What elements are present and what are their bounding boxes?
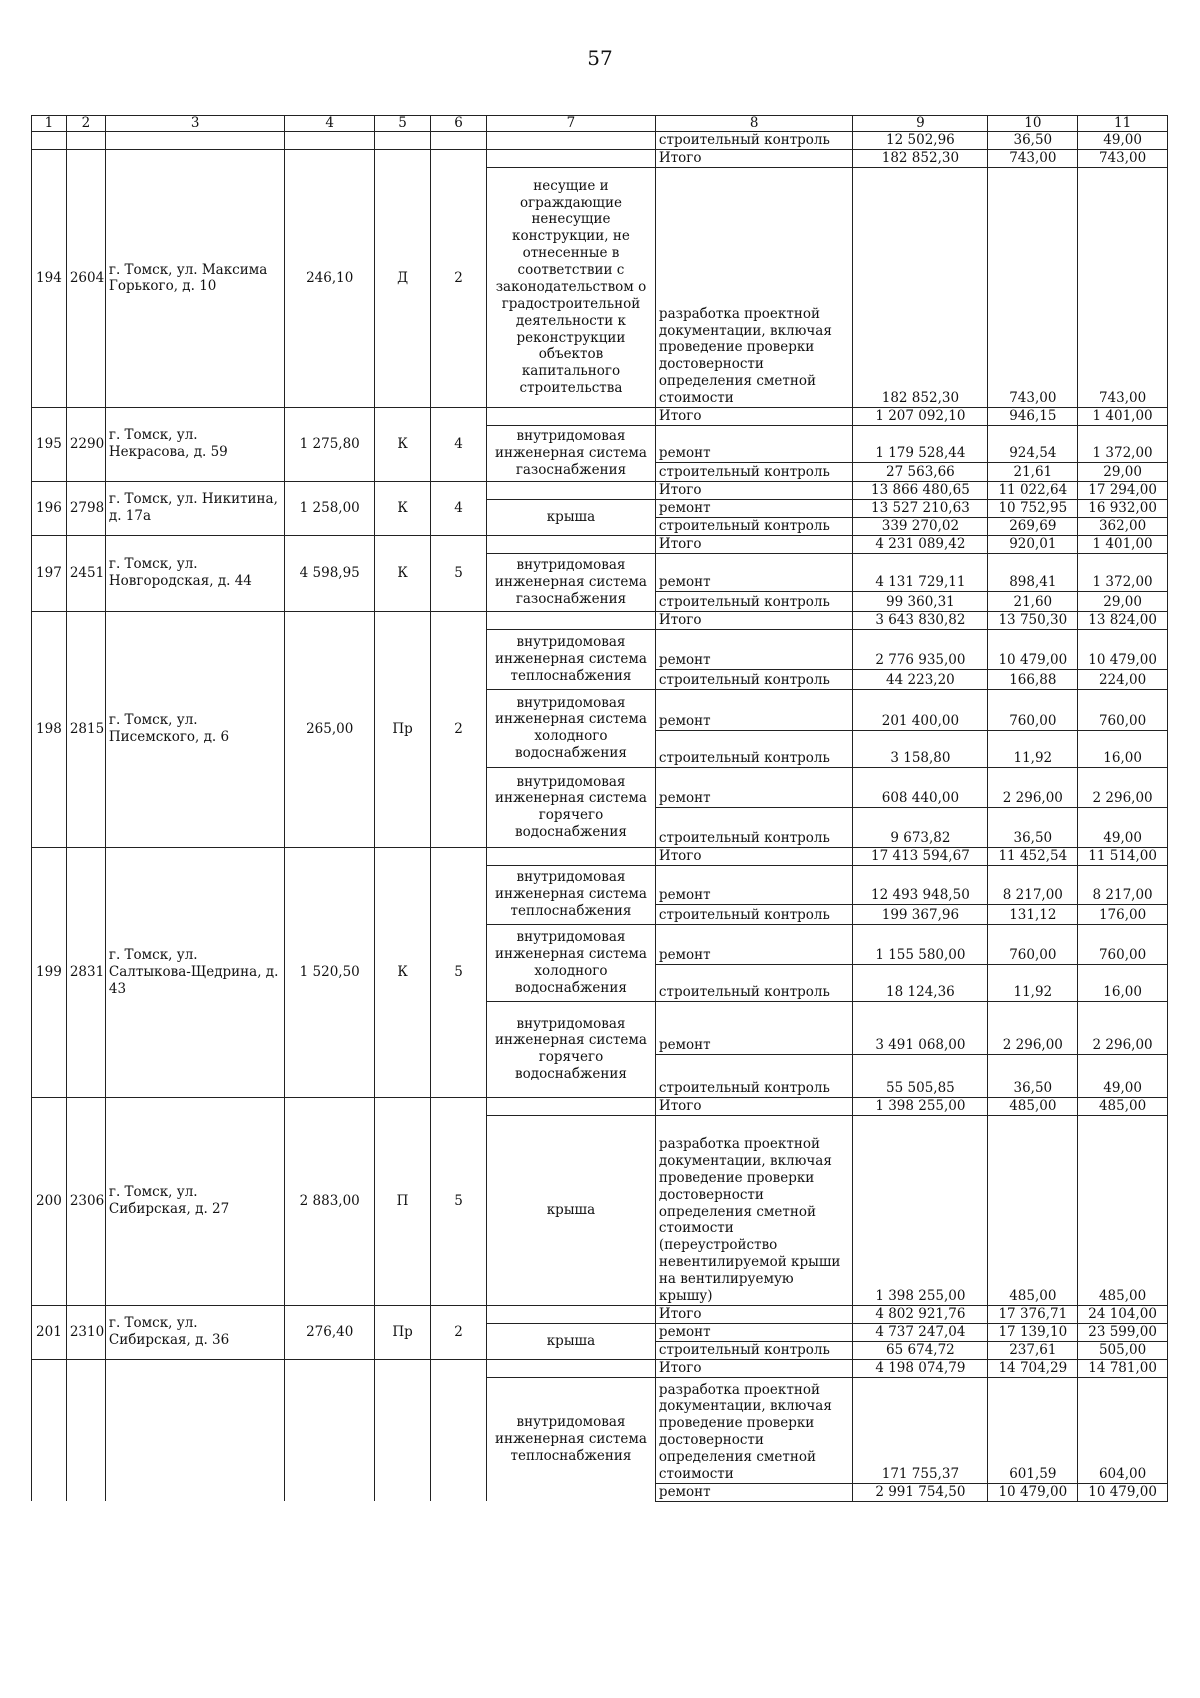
wall-type-cell: К: [375, 847, 431, 1097]
cost-per-area-cell: 8 217,00: [988, 865, 1078, 904]
element-cell: несущие и ограждающие ненесущие конструкции, не отнесенные в соответствии с законодательством о градостроительной деятельности к реконструкции объектов капитального строительства: [487, 167, 656, 407]
work-type-cell: Итого: [655, 611, 852, 629]
cost-per-area-cell: 924,54: [988, 425, 1078, 462]
row-number-cell: 200: [32, 1097, 67, 1305]
wall-type-cell: К: [375, 407, 431, 481]
cost-per-area-cell: 11,92: [988, 730, 1078, 767]
cost-per-area-cell: 601,59: [988, 1377, 1078, 1483]
table-row: [32, 1097, 1168, 1115]
wall-type-cell: Пр: [375, 1305, 431, 1359]
house-id-cell: 2451: [66, 535, 105, 611]
cost-per-area-cell: 485,00: [988, 1097, 1078, 1115]
work-type-cell: ремонт: [655, 553, 852, 591]
work-type-cell: строительный контроль: [655, 807, 852, 847]
table-row: [32, 132, 1168, 150]
cost-cell: 2 776 935,00: [853, 629, 988, 669]
cost-cell: 17 413 594,67: [853, 847, 988, 865]
element-cell: внутридомовая инженерная система теплоснабжения: [487, 865, 656, 924]
cost-cell: 339 270,02: [853, 517, 988, 535]
address-cell: г. Томск, ул. Сибирская, д. 27: [105, 1097, 284, 1305]
cost-per-area-cell: 21,60: [988, 591, 1078, 611]
limit-cost-cell: 1 372,00: [1078, 425, 1168, 462]
cost-per-area-cell: 10 752,95: [988, 499, 1078, 517]
work-type-cell: Итого: [655, 1359, 852, 1377]
cost-per-area-cell: 11 452,54: [988, 847, 1078, 865]
limit-cost-cell: 1 372,00: [1078, 553, 1168, 591]
wall-type-cell: Пр: [375, 611, 431, 847]
area-cell: 276,40: [285, 1305, 375, 1359]
cost-per-area-cell: 17 139,10: [988, 1323, 1078, 1341]
limit-cost-cell: 362,00: [1078, 517, 1168, 535]
work-type-cell: ремонт: [655, 767, 852, 807]
header-cell: 5: [375, 116, 431, 132]
work-type-cell: строительный контроль: [655, 462, 852, 481]
table-row: [32, 535, 1168, 553]
limit-cost-cell: 743,00: [1078, 167, 1168, 407]
house-id-cell: 2604: [66, 150, 105, 408]
table-row: [32, 611, 1168, 629]
limit-cost-cell: 16,00: [1078, 730, 1168, 767]
wall-type-cell: Д: [375, 150, 431, 408]
cost-cell: 201 400,00: [853, 689, 988, 730]
area-cell: 4 598,95: [285, 535, 375, 611]
limit-cost-cell: 176,00: [1078, 904, 1168, 924]
work-type-cell: строительный контроль: [655, 591, 852, 611]
cost-per-area-cell: 36,50: [988, 132, 1078, 150]
work-type-cell: ремонт: [655, 924, 852, 964]
work-type-cell: Итого: [655, 847, 852, 865]
cost-per-area-cell: 36,50: [988, 807, 1078, 847]
cost-per-area-cell: 760,00: [988, 689, 1078, 730]
header-cell: 11: [1078, 116, 1168, 132]
header-cell: 1: [32, 116, 67, 132]
house-id-cell: 2831: [66, 847, 105, 1097]
cost-per-area-cell: 743,00: [988, 167, 1078, 407]
table-row: [32, 407, 1168, 425]
cost-per-area-cell: 485,00: [988, 1115, 1078, 1305]
row-number-cell: 195: [32, 407, 67, 481]
area-cell: 246,10: [285, 150, 375, 408]
work-type-cell: Итого: [655, 535, 852, 553]
row-number-cell: 199: [32, 847, 67, 1097]
limit-cost-cell: 10 479,00: [1078, 1483, 1168, 1501]
cost-cell: 65 674,72: [853, 1341, 988, 1359]
area-cell: 2 883,00: [285, 1097, 375, 1305]
header-cell: 10: [988, 116, 1078, 132]
table-row: [32, 1305, 1168, 1323]
cost-cell: 4 131 729,11: [853, 553, 988, 591]
cost-cell: 4 198 074,79: [853, 1359, 988, 1377]
cost-cell: 27 563,66: [853, 462, 988, 481]
cost-per-area-cell: 760,00: [988, 924, 1078, 964]
limit-cost-cell: 1 401,00: [1078, 407, 1168, 425]
floors-cell: 4: [431, 407, 487, 481]
cost-cell: 99 360,31: [853, 591, 988, 611]
cost-per-area-cell: 14 704,29: [988, 1359, 1078, 1377]
limit-cost-cell: 49,00: [1078, 1054, 1168, 1097]
area-cell: 1 275,80: [285, 407, 375, 481]
floors-cell: 2: [431, 150, 487, 408]
cost-per-area-cell: 2 296,00: [988, 767, 1078, 807]
work-type-cell: Итого: [655, 1305, 852, 1323]
table-row: [32, 847, 1168, 865]
element-cell: внутридомовая инженерная система горячего водоснабжения: [487, 1001, 656, 1097]
cost-per-area-cell: 10 479,00: [988, 1483, 1078, 1501]
limit-cost-cell: 23 599,00: [1078, 1323, 1168, 1341]
capital-repair-table: [31, 115, 1168, 1502]
work-type-cell: строительный контроль: [655, 517, 852, 535]
cost-per-area-cell: 17 376,71: [988, 1305, 1078, 1323]
header-cell: 2: [66, 116, 105, 132]
cost-cell: 1 398 255,00: [853, 1097, 988, 1115]
work-type-cell: ремонт: [655, 689, 852, 730]
area-cell: 1 258,00: [285, 481, 375, 535]
header-cell: 6: [431, 116, 487, 132]
cost-cell: 3 491 068,00: [853, 1001, 988, 1054]
wall-type-cell: П: [375, 1097, 431, 1305]
cost-per-area-cell: 743,00: [988, 150, 1078, 168]
work-type-cell: ремонт: [655, 499, 852, 517]
address-cell: г. Томск, ул. Сибирская, д. 36: [105, 1305, 284, 1359]
row-number-cell: 198: [32, 611, 67, 847]
work-type-cell: ремонт: [655, 629, 852, 669]
cost-cell: 171 755,37: [853, 1377, 988, 1483]
work-type-cell: строительный контроль: [655, 1341, 852, 1359]
cost-cell: 4 231 089,42: [853, 535, 988, 553]
page-number: 57: [587, 46, 613, 70]
limit-cost-cell: 16 932,00: [1078, 499, 1168, 517]
element-cell: внутридомовая инженерная система теплоснабжения: [487, 629, 656, 689]
work-type-cell: строительный контроль: [655, 132, 852, 150]
floors-cell: 4: [431, 481, 487, 535]
work-type-cell: Итого: [655, 481, 852, 499]
cost-cell: 3 643 830,82: [853, 611, 988, 629]
element-cell: внутридомовая инженерная система горячего водоснабжения: [487, 767, 656, 847]
work-type-cell: строительный контроль: [655, 1054, 852, 1097]
address-cell: г. Томск, ул. Новгородская, д. 44: [105, 535, 284, 611]
header-cell: 3: [105, 116, 284, 132]
header-cell: 4: [285, 116, 375, 132]
area-cell: 1 520,50: [285, 847, 375, 1097]
work-type-cell: Итого: [655, 1097, 852, 1115]
work-type-cell: строительный контроль: [655, 730, 852, 767]
limit-cost-cell: 2 296,00: [1078, 1001, 1168, 1054]
house-id-cell: 2310: [66, 1305, 105, 1359]
element-cell: внутридомовая инженерная система газоснабжения: [487, 553, 656, 611]
row-number-cell: 197: [32, 535, 67, 611]
row-number-cell: 196: [32, 481, 67, 535]
cost-cell: 9 673,82: [853, 807, 988, 847]
cost-cell: 12 493 948,50: [853, 865, 988, 904]
cost-per-area-cell: 11,92: [988, 964, 1078, 1001]
limit-cost-cell: 760,00: [1078, 924, 1168, 964]
cost-cell: 1 207 092,10: [853, 407, 988, 425]
floors-cell: 5: [431, 847, 487, 1097]
limit-cost-cell: 14 781,00: [1078, 1359, 1168, 1377]
table-header-row: [32, 116, 1168, 132]
element-cell: внутридомовая инженерная система холодного водоснабжения: [487, 689, 656, 767]
limit-cost-cell: 10 479,00: [1078, 629, 1168, 669]
cost-cell: 13 527 210,63: [853, 499, 988, 517]
limit-cost-cell: 49,00: [1078, 132, 1168, 150]
cost-cell: 199 367,96: [853, 904, 988, 924]
element-cell: крыша: [487, 1323, 656, 1359]
limit-cost-cell: 2 296,00: [1078, 767, 1168, 807]
cost-per-area-cell: 13 750,30: [988, 611, 1078, 629]
cost-cell: 1 155 580,00: [853, 924, 988, 964]
house-id-cell: 2815: [66, 611, 105, 847]
table-row: [32, 150, 1168, 168]
work-type-cell: ремонт: [655, 1323, 852, 1341]
header-cell: 8: [655, 116, 852, 132]
limit-cost-cell: 11 514,00: [1078, 847, 1168, 865]
work-type-cell: разработка проектной документации, включая проведение проверки достоверности определения сметной стоимости: [655, 1377, 852, 1483]
address-cell: г. Томск, ул. Максима Горького, д. 10: [105, 150, 284, 408]
limit-cost-cell: 743,00: [1078, 150, 1168, 168]
cost-cell: 608 440,00: [853, 767, 988, 807]
cost-per-area-cell: 21,61: [988, 462, 1078, 481]
limit-cost-cell: 16,00: [1078, 964, 1168, 1001]
work-type-cell: строительный контроль: [655, 964, 852, 1001]
element-cell: внутридомовая инженерная система газоснабжения: [487, 425, 656, 481]
cost-cell: 55 505,85: [853, 1054, 988, 1097]
work-type-cell: Итого: [655, 150, 852, 168]
cost-per-area-cell: 237,61: [988, 1341, 1078, 1359]
cost-per-area-cell: 10 479,00: [988, 629, 1078, 669]
cost-per-area-cell: 2 296,00: [988, 1001, 1078, 1054]
element-cell: внутридомовая инженерная система теплоснабжения: [487, 1377, 656, 1501]
work-type-cell: строительный контроль: [655, 904, 852, 924]
limit-cost-cell: 29,00: [1078, 591, 1168, 611]
cost-cell: 1 179 528,44: [853, 425, 988, 462]
cost-cell: 12 502,96: [853, 132, 988, 150]
cost-cell: 2 991 754,50: [853, 1483, 988, 1501]
house-id-cell: 2306: [66, 1097, 105, 1305]
work-type-cell: ремонт: [655, 1483, 852, 1501]
cost-cell: 4 802 921,76: [853, 1305, 988, 1323]
limit-cost-cell: 485,00: [1078, 1115, 1168, 1305]
limit-cost-cell: 17 294,00: [1078, 481, 1168, 499]
cost-cell: 44 223,20: [853, 669, 988, 689]
floors-cell: 5: [431, 1097, 487, 1305]
cost-cell: 1 398 255,00: [853, 1115, 988, 1305]
element-cell: внутридомовая инженерная система холодного водоснабжения: [487, 924, 656, 1001]
cost-per-area-cell: 166,88: [988, 669, 1078, 689]
element-cell: крыша: [487, 1115, 656, 1305]
cost-per-area-cell: 920,01: [988, 535, 1078, 553]
limit-cost-cell: 604,00: [1078, 1377, 1168, 1483]
wall-type-cell: К: [375, 481, 431, 535]
cost-per-area-cell: 898,41: [988, 553, 1078, 591]
floors-cell: 2: [431, 1305, 487, 1359]
limit-cost-cell: 505,00: [1078, 1341, 1168, 1359]
limit-cost-cell: 13 824,00: [1078, 611, 1168, 629]
address-cell: г. Томск, ул. Некрасова, д. 59: [105, 407, 284, 481]
cost-per-area-cell: 36,50: [988, 1054, 1078, 1097]
area-cell: 265,00: [285, 611, 375, 847]
house-id-cell: 2290: [66, 407, 105, 481]
floors-cell: 5: [431, 535, 487, 611]
cost-cell: 182 852,30: [853, 150, 988, 168]
address-cell: г. Томск, ул. Никитина, д. 17а: [105, 481, 284, 535]
work-type-cell: ремонт: [655, 1001, 852, 1054]
cost-cell: 3 158,80: [853, 730, 988, 767]
row-number-cell: 201: [32, 1305, 67, 1359]
work-type-cell: разработка проектной документации, включая проведение проверки достоверности определения сметной стоимости: [655, 167, 852, 407]
cost-per-area-cell: 269,69: [988, 517, 1078, 535]
table-row: [32, 481, 1168, 499]
row-number-cell: 194: [32, 150, 67, 408]
element-cell: крыша: [487, 499, 656, 535]
work-type-cell: ремонт: [655, 865, 852, 904]
cost-per-area-cell: 11 022,64: [988, 481, 1078, 499]
limit-cost-cell: 8 217,00: [1078, 865, 1168, 904]
work-type-cell: строительный контроль: [655, 669, 852, 689]
limit-cost-cell: 760,00: [1078, 689, 1168, 730]
limit-cost-cell: 485,00: [1078, 1097, 1168, 1115]
cost-cell: 4 737 247,04: [853, 1323, 988, 1341]
limit-cost-cell: 224,00: [1078, 669, 1168, 689]
cost-per-area-cell: 946,15: [988, 407, 1078, 425]
cost-cell: 13 866 480,65: [853, 481, 988, 499]
limit-cost-cell: 1 401,00: [1078, 535, 1168, 553]
house-id-cell: 2798: [66, 481, 105, 535]
cost-per-area-cell: 131,12: [988, 904, 1078, 924]
wall-type-cell: К: [375, 535, 431, 611]
cost-cell: 182 852,30: [853, 167, 988, 407]
limit-cost-cell: 24 104,00: [1078, 1305, 1168, 1323]
header-cell: 9: [853, 116, 988, 132]
limit-cost-cell: 29,00: [1078, 462, 1168, 481]
header-cell: 7: [487, 116, 656, 132]
work-type-cell: Итого: [655, 407, 852, 425]
address-cell: г. Томск, ул. Писемского, д. 6: [105, 611, 284, 847]
limit-cost-cell: 49,00: [1078, 807, 1168, 847]
cost-cell: 18 124,36: [853, 964, 988, 1001]
work-type-cell: разработка проектной документации, включая проведение проверки достоверности определения сметной стоимости (переустройство невентилируемой крыши на вентилируемую крышу): [655, 1115, 852, 1305]
table-row: [32, 1359, 1168, 1377]
floors-cell: 2: [431, 611, 487, 847]
work-type-cell: ремонт: [655, 425, 852, 462]
address-cell: г. Томск, ул. Салтыкова-Щедрина, д. 43: [105, 847, 284, 1097]
